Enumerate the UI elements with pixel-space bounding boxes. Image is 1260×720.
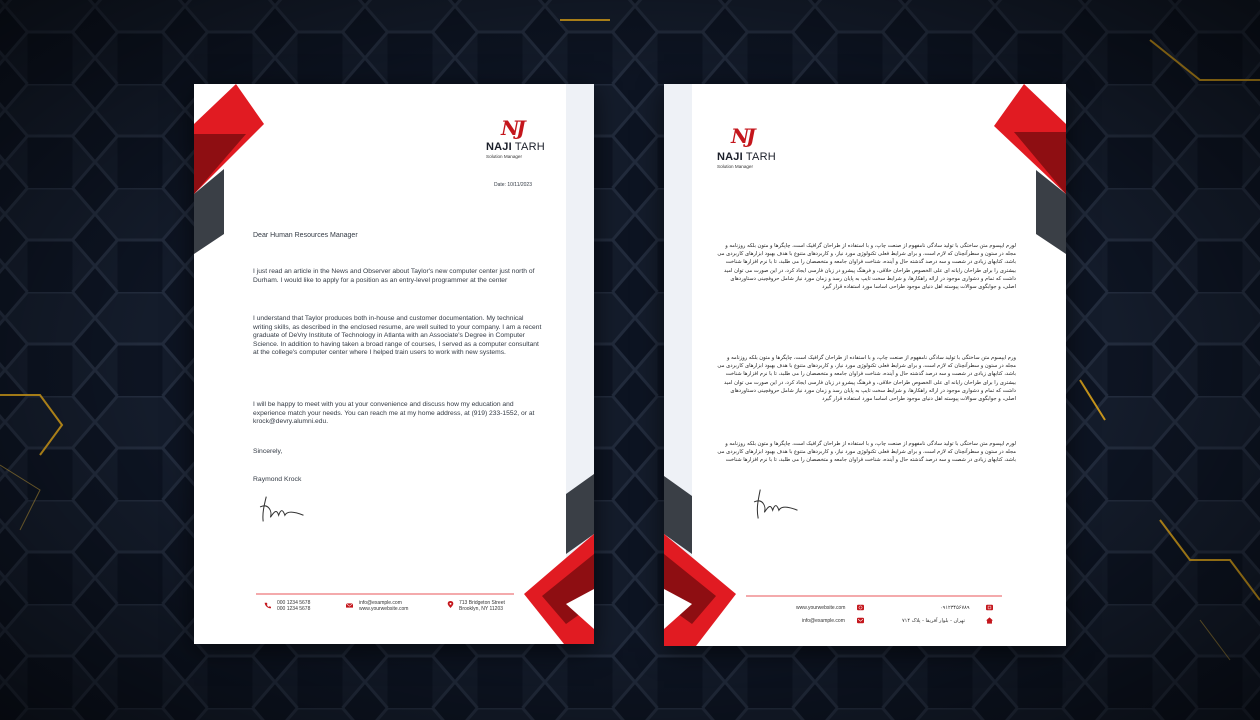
persian-paragraph: لورم ایپسوم متن ساختگی با تولید سادگی نامفهوم از صنعت چاپ، و با استفاده از طراحان گرافیک است، چاپگرها و متون بلکه روزنامه و مجله در ستون و سطرآنچنان که لازم است، و برای شرایط فعلی تکنولوژی مورد نیاز، و کاربردهای متنوع با هدف بهبود ابزارهای کاربردی می باشد، کتابهای زیادی در شصت و سه درصد گذشته حال و آینده، شناخت فراوان جامعه و متخصصان را می طلبد، تا با نرم افزارها شناخت بیشتری را برای طراحان رایانه ای علی الخصوص طراحان خلاقی، و فرهنگ پیشرو در زبان فارسی ایجاد کرد، در این صورت می توان امید داشت که تمام و دشواری موجود در ارائه راهکارها، و شرایط سخت تایپ به پایان رسد و زمان مورد نیاز شامل حروفچینی دستاوردهای اصلی، و جوابگوی سوالات پیوسته اهل دنیای موجود طراحی اساسا مورد استفاده قرار گیرد — [717, 243, 1016, 291]
footer-address — [459, 600, 505, 612]
letterhead-persian — [664, 84, 1066, 646]
letterhead-english — [194, 84, 594, 644]
footer-address-line-1: 713 Bridgeton Street — [459, 600, 505, 606]
footer-website[interactable]: www.yourwebsite.com — [796, 605, 846, 611]
brand-tagline: Solution Manager — [486, 154, 523, 159]
persian-paragraph: ورم ایپسوم متن ساختگی با تولید سادگی نامفهوم از صنعت چاپ، و با استفاده از طراحان گرافیک است، چاپگرها و متون بلکه روزنامه و مجله در ستون و سطرآنچنان که لازم است، و برای شرایط فعلی تکنولوژی مورد نیاز، و کاربردهای متنوع با هدف بهبود ابزارهای کاربردی می باشد، کتابهای زیادی در شصت و سه درصد گذشته حال و آینده، شناخت فراوان جامعه و متخصصان را می طلبد، تا با نرم افزارها شناخت بیشتری را برای طراحان رایانه ای علی الخصوص طراحان خلاقی، و فرهنگ پیشرو در زبان فارسی ایجاد کرد، در این صورت می توان امید داشت که تمام و دشواری موجود در ارائه راهکارها، و شرایط سخت تایپ به پایان رسد و زمان مورد نیاز شامل حروفچینی دستاوردهای اصلی، و جوابگوی سوالات پیوسته اهل دنیای موجود طراحی اساسا مورد استفاده قرار گیرد — [717, 355, 1016, 403]
footer-address: تهران - بلوار آفریقا - پلاک ۷۱۴ — [902, 618, 965, 624]
letter-date: Date: 10/11/2023 — [494, 182, 532, 188]
location-pin-icon — [447, 601, 454, 608]
persian-paragraph: لورم ایپسوم متن ساختگی با تولید سادگی نامفهوم از صنعت چاپ، و با استفاده از طراحان گرافیک است، چاپگرها و متون بلکه روزنامه و مجله در ستون و سطرآنچنان که لازم است، و برای شرایط فعلی تکنولوژی مورد نیاز، و کاربردهای متنوع با هدف بهبود ابزارهای کاربردی می باشد، کتابهای زیادی در شصت و سه درصد گذشته حال و آینده، شناخت فراوان جامعه و متخصصان را می طلبد، تا با نرم افزارها شناخت — [717, 441, 1016, 464]
phone-icon — [264, 602, 271, 609]
letter-paragraph: I understand that Taylor produces both in-house and customer documentation. My technical writing skills, as described in the enclosed resume, are well suited to your company. I am a recent graduate of DeVry Institute of Technology in Atlanta with an Associate's Degree in Computer Science. In addition to having taken a broad range of courses, I served as a computer consultant at the college's computer center where I helped train users to work with new systems. — [253, 315, 542, 357]
footer-phone: ۰۹۱۲۳۴۵۶۷۸۹ — [940, 605, 970, 611]
letter-paragraph: I will be happy to meet with you at your convenience and discuss how my education and experience match your needs. You can reach me at my home address, at (919) 233-1552, or at krock@devry.alumni.edu. — [253, 401, 535, 426]
phone-icon — [986, 604, 993, 611]
brand-name-regular: TARH — [742, 151, 776, 163]
footer-email[interactable]: info@example.com — [802, 618, 845, 624]
mail-icon — [346, 602, 353, 609]
globe-icon — [857, 604, 864, 611]
footer-email[interactable]: info@example.com — [359, 600, 402, 606]
brand-monogram: NJ — [731, 124, 753, 148]
footer-phone-1: 000 1234 5678 — [277, 600, 311, 606]
letter-paragraph: I just read an article in the News and Observer about Taylor's new computer center just north of Durham. I would like to apply for a position as an entry-level programmer at the center — [253, 268, 535, 284]
letter-salutation: Dear Human Resources Manager — [253, 232, 358, 239]
handwritten-signature — [752, 484, 814, 522]
brand-monogram: NJ — [501, 116, 523, 140]
home-icon — [986, 617, 993, 624]
letter-signer: Raymond Krock — [253, 476, 302, 483]
footer-address-line-2: Brooklyn, NY 11203 — [459, 606, 504, 612]
brand-name-bold: NAJI — [486, 141, 512, 153]
brand-tagline: Solution Manager — [717, 164, 754, 169]
handwritten-signature — [258, 492, 320, 524]
brand-name — [717, 151, 776, 163]
brand-name-regular: TARH — [511, 141, 545, 153]
footer-website[interactable]: www.yourwebsite.com — [359, 606, 409, 612]
brand-name-bold: NAJI — [717, 151, 743, 163]
footer-phones — [277, 600, 310, 612]
letter-closing: Sincerely, — [253, 448, 283, 455]
footer-phone-2: 000 1234 5678 — [277, 606, 311, 612]
brand-name — [486, 141, 545, 153]
letterhead-decoration — [194, 84, 594, 644]
mail-icon — [857, 617, 864, 624]
footer-contact — [359, 600, 408, 612]
